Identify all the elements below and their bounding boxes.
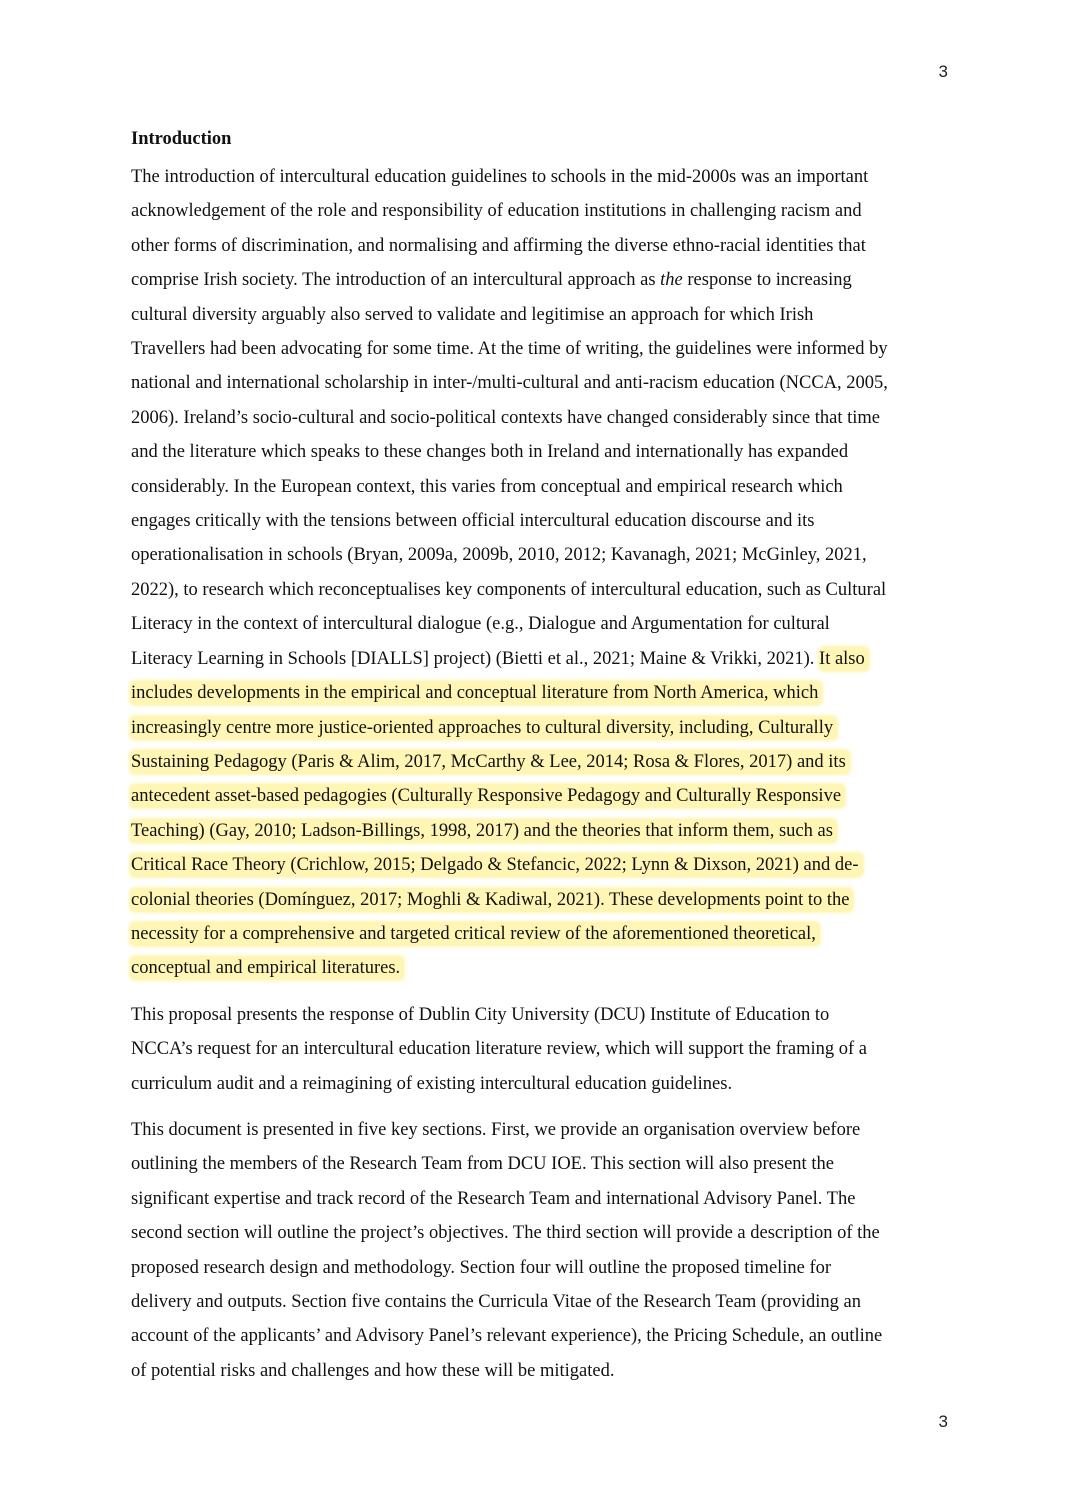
text-run: response to increasing: [682, 270, 852, 291]
text-run: This document is presented in five key sections. First, we provide an organisation overview before: [131, 1119, 861, 1140]
text-line: [131, 1032, 961, 1066]
page-number-header: 3: [938, 62, 948, 81]
highlighted-text: Sustaining Pedagogy (Paris & Alim, 2017, McCarthy & Lee, 2014; Rosa & Flores, 2017) and its: [130, 750, 850, 774]
text-line: [131, 1216, 961, 1250]
text-run: account of the applicants’ and Advisory Panel’s relevant experience), the Pricing Schedule, an outline: [131, 1326, 883, 1347]
text-line: [131, 1285, 961, 1319]
text-line: [131, 642, 961, 676]
text-line: [131, 745, 961, 779]
text-run: This proposal presents the response of Dublin City University (DCU) Institute of Education to: [131, 1004, 830, 1025]
text-run: The introduction of intercultural education guidelines to schools in the mid-2000s was an important: [131, 167, 869, 187]
text-line: [131, 779, 961, 813]
text-line: [131, 676, 961, 710]
text-run: and the literature which speaks to these changes both in Ireland and internationally has expanded: [131, 442, 849, 463]
highlighted-text: It also: [819, 647, 869, 671]
proposal-paragraph: [131, 998, 961, 1101]
text-line: [131, 366, 961, 400]
highlighted-text: Critical Race Theory (Crichlow, 2015; Delgado & Stefancic, 2022; Lynn & Dixson, 2021) and de-: [130, 853, 863, 877]
text-line: [131, 332, 961, 366]
text-run: significant expertise and track record of the Research Team and international Advisory Panel. The: [131, 1188, 856, 1209]
text-line: [131, 194, 961, 228]
text-line: [131, 607, 961, 641]
text-run: cultural diversity arguably also served to validate and legitimise an approach for which Irish: [131, 304, 814, 325]
text-line: [131, 1251, 961, 1285]
text-line: [131, 1067, 961, 1101]
highlighted-text: antecedent asset-based pedagogies (Culturally Responsive Pedagogy and Culturally Responsive: [130, 784, 845, 808]
text-run: Literacy Learning in Schools [DIALLS] project) (Bietti et al., 2021; Maine & Vrikki, 2021).: [131, 648, 820, 669]
text-run: outlining the members of the Research Team from DCU IOE. This section will also present the: [131, 1154, 834, 1175]
text-line: [131, 504, 961, 538]
intro-paragraph: [131, 160, 961, 986]
text-line: [131, 1354, 961, 1388]
text-line: [131, 298, 961, 332]
text-run: Literacy in the context of intercultural dialogue (e.g., Dialogue and Argumentation for cultural: [131, 614, 830, 635]
highlighted-text: necessity for a comprehensive and targeted critical review of the aforementioned theoretical,: [130, 922, 820, 946]
text-line: [131, 573, 961, 607]
text-line: [131, 470, 961, 504]
text-run: curriculum audit and a reimagining of existing intercultural education guidelines.: [131, 1073, 733, 1094]
document-body: [131, 126, 961, 1388]
text-run: Travellers had been advocating for some time. At the time of writing, the guidelines were informed by: [131, 339, 888, 360]
text-line: [131, 1319, 961, 1353]
highlighted-text: includes developments in the empirical and conceptual literature from North America, which: [130, 681, 822, 705]
page-number-footer: 3: [938, 1412, 948, 1431]
text-run: considerably. In the European context, this varies from conceptual and empirical research which: [131, 476, 843, 497]
text-run: second section will outline the project’s objectives. The third section will provide a description of the: [131, 1223, 880, 1244]
highlighted-text: colonial theories (Domínguez, 2017; Moghli & Kadiwal, 2021). These developments point to the: [130, 888, 853, 912]
text-run: engages critically with the tensions between official intercultural education discourse and its: [131, 511, 815, 532]
text-line: [131, 160, 961, 194]
text-line: [131, 538, 961, 572]
text-run: operationalisation in schools (Bryan, 2009a, 2009b, 2010, 2012; Kavanagh, 2021; McGinley, 2021,: [131, 545, 867, 566]
text-run: proposed research design and methodology. Section four will outline the proposed timeline for: [131, 1257, 832, 1278]
highlighted-text: conceptual and empirical literatures.: [130, 956, 404, 980]
text-line: [131, 883, 961, 917]
highlighted-text: increasingly centre more justice-oriented approaches to cultural diversity, including, Culturally: [130, 716, 837, 740]
text-run: national and international scholarship in inter-/multi-cultural and anti-racism education (NCCA, 2005,: [131, 373, 888, 394]
section-heading: Introduction: [131, 129, 232, 149]
text-line: [131, 1113, 961, 1147]
text-run: other forms of discrimination, and normalising and affirming the diverse ethno-racial identities that: [131, 235, 866, 256]
text-run: delivery and outputs. Section five contains the Curricula Vitae of the Research Team (providing an: [131, 1292, 862, 1312]
highlighted-text: Teaching) (Gay, 2010; Ladson-Billings, 1998, 2017) and the theories that inform them, such as: [130, 819, 837, 843]
text-line: [131, 814, 961, 848]
text-run: NCCA’s request for an intercultural education literature review, which will support the framing of a: [131, 1039, 868, 1060]
text-run: 2006). Ireland’s socio-cultural and socio-political contexts have changed considerably since that time: [131, 407, 881, 428]
text-line: [131, 401, 961, 435]
text-line: [131, 848, 961, 882]
text-line: [131, 917, 961, 951]
structure-paragraph: [131, 1113, 961, 1388]
emphasis-text: the: [660, 270, 683, 291]
text-line: [131, 263, 961, 297]
text-run: 2022), to research which reconceptualises key components of intercultural education, such as Cultural: [131, 579, 887, 600]
text-line: [131, 998, 961, 1032]
text-line: [131, 229, 961, 263]
text-line: [131, 1147, 961, 1181]
text-run: of potential risks and challenges and how these will be mitigated.: [131, 1360, 615, 1381]
text-run: comprise Irish society. The introduction of an intercultural approach as: [131, 270, 661, 291]
text-line: [131, 951, 961, 985]
text-line: [131, 711, 961, 745]
text-line: [131, 435, 961, 469]
text-run: acknowledgement of the role and responsibility of education institutions in challenging racism and: [131, 201, 862, 222]
text-line: [131, 1182, 961, 1216]
